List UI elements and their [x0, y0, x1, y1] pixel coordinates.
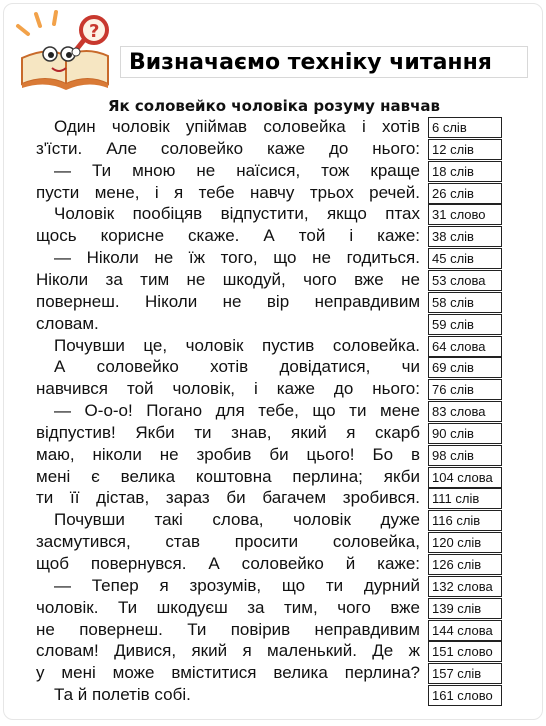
story-line: не повернеш. Ти повірив неправдивим — [36, 620, 420, 639]
story-line: Почувши це, чоловік пустив соловейка. — [54, 336, 420, 355]
story-line: Один чоловік упіймав соловейка і хотів — [54, 117, 420, 136]
book-with-magnifier-mascot-icon — [8, 6, 120, 92]
word-count-box: 104 слова — [428, 467, 502, 488]
word-count-box: 157 слів — [428, 663, 502, 684]
story-line: мені є велика коштовна перлина; якби — [36, 467, 420, 486]
story-line: з'їсти. Але соловейко каже до нього: — [36, 139, 420, 158]
word-count-box: 116 слів — [428, 510, 502, 531]
word-count-box: 83 слова — [428, 401, 502, 422]
word-count-box: 58 слів — [428, 292, 502, 313]
story-line: словам! Дивися, який я маленький. Де ж — [36, 641, 420, 660]
word-count-box: 90 слів — [428, 423, 502, 444]
reading-worksheet — [3, 3, 543, 720]
word-count-box: 18 слів — [428, 161, 502, 182]
word-count-box: 69 слів — [428, 357, 502, 378]
story-line: ти її дістав, зараз би багачем зробився. — [36, 488, 420, 507]
word-count-box: 132 слова — [428, 576, 502, 597]
story-line: повернеш. Ніколи не вір неправдивим — [36, 292, 420, 311]
story-line: маю, ніколи не зробив би цього! Бо в — [36, 445, 420, 464]
story-line: щось корисне скаже. А той і каже: — [36, 226, 420, 245]
word-count-box: 98 слів — [428, 445, 502, 466]
story-line: чоловік. Ти шкодуєш за тим, чого вже — [36, 598, 420, 617]
story-line: навчився той чоловік, і каже до нього: — [36, 379, 420, 398]
story-line: А соловейко хотів довідатися, чи — [54, 357, 420, 376]
word-count-box: 59 слів — [428, 314, 502, 335]
title-box — [120, 46, 528, 78]
story-line: відпустив! Якби ти знав, який я скарб — [36, 423, 420, 442]
word-count-box: 26 слів — [428, 183, 502, 204]
story-line: Ніколи за тим не шкодуй, чого вже не — [36, 270, 420, 289]
story-line: — Ніколи не їж того, що не годиться. — [54, 248, 420, 267]
word-count-box: 151 слово — [428, 641, 502, 662]
story-line: пусти мене, і я тебе навчу трьох речей. — [36, 183, 420, 202]
page-title: Визначаємо техніку читання — [129, 50, 492, 75]
word-count-box: 111 слів — [428, 488, 502, 509]
word-count-box: 38 слів — [428, 226, 502, 247]
story-line: щоб повернувся. А соловейко й каже: — [36, 554, 420, 573]
word-count-box: 120 слів — [428, 532, 502, 553]
story-line: Чоловік пообіцяв відпустити, якщо птах — [54, 204, 420, 223]
word-count-box: 12 слів — [428, 139, 502, 160]
story-line: Та й полетів собі. — [54, 685, 191, 704]
story-line: Почувши такі слова, чоловік дуже — [54, 510, 420, 529]
word-count-box: 6 слів — [428, 117, 502, 138]
word-count-box: 161 слово — [428, 685, 502, 706]
header — [4, 4, 543, 96]
story-line: словам. — [36, 314, 99, 333]
story-line: у мені може вміститися велика перлина? — [36, 663, 420, 682]
story-line: — Тепер я зрозумів, що ти дурний — [54, 576, 420, 595]
word-count-box: 64 слова — [428, 336, 502, 357]
story-line: засмутився, став просити соловейка, — [36, 532, 420, 551]
svg-text:?: ? — [89, 21, 100, 42]
word-count-box: 144 слова — [428, 620, 502, 641]
story-title: Як соловейко чоловіка розуму навчав — [107, 97, 441, 115]
word-count-box: 76 слів — [428, 379, 502, 400]
story-line: — Ти мною не наїсися, тож краще — [54, 161, 420, 180]
word-count-box: 126 слів — [428, 554, 502, 575]
story-line: — О-о-о! Погано для тебе, що ти мене — [54, 401, 420, 420]
word-count-box: 45 слів — [428, 248, 502, 269]
word-count-box: 53 слова — [428, 270, 502, 291]
word-count-box: 139 слів — [428, 598, 502, 619]
word-count-box: 31 слово — [428, 204, 502, 225]
